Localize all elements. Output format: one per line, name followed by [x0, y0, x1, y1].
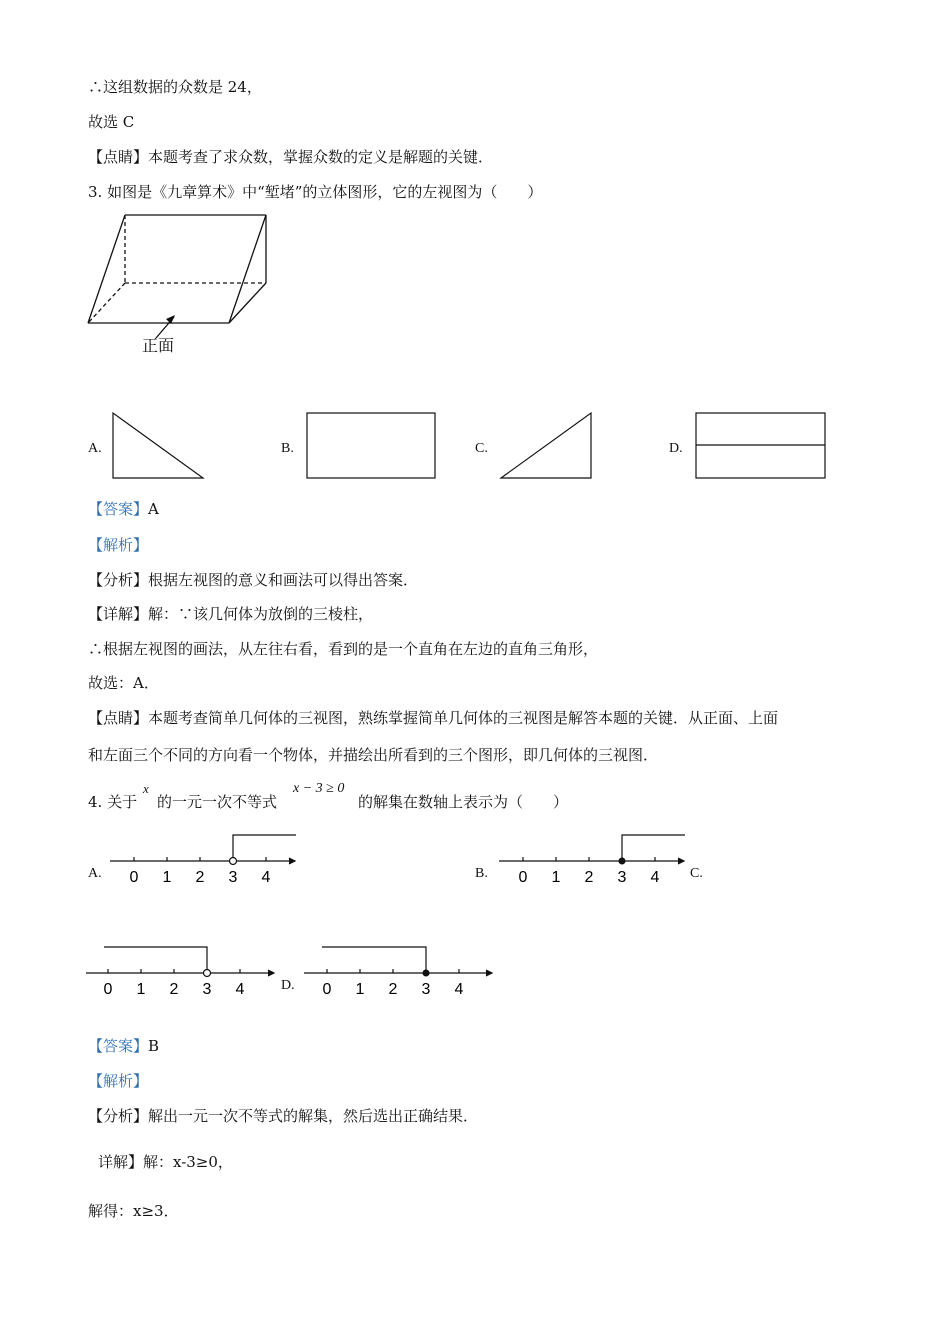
fenxi2-tag: 【分析】 [88, 1107, 149, 1125]
tick-2: 2 [195, 869, 205, 886]
text-line-2: 故选 C [88, 113, 135, 131]
q3-option-a-figure [110, 410, 210, 482]
fenxi-text: 根据左视图的意义和画法可以得出答案． [148, 571, 419, 589]
answer2-value: B [148, 1037, 160, 1055]
tick-0: 0 [322, 981, 332, 998]
q4-option-b-numberline [497, 830, 692, 890]
tick-2: 2 [169, 981, 179, 998]
dianjing-text: 本题考查了求众数，掌握众数的定义是解题的关键． [148, 148, 494, 166]
q3-option-c-figure [498, 410, 598, 482]
question-4-inequality: x − 3 ≥ 0 [293, 781, 345, 796]
dianjing-line-2b: 和左面三个不同的方向看一个物体，并描绘出所看到的三个图形，即几何体的三视图． [88, 746, 659, 764]
xiangjie-text: 解：∵该几何体为放倒的三棱柱， [148, 605, 374, 623]
tick-0: 0 [103, 981, 113, 998]
dianjing-tag: 【点睛】 [88, 148, 149, 166]
text-line-1: ∴这组数据的众数是 24， [88, 78, 262, 96]
reason-line: ∴根据左视图的画法，从左往右看，看到的是一个直角在左边的直角三角形， [88, 640, 599, 658]
tick-4: 4 [235, 981, 245, 998]
q3-option-a-label: A. [88, 441, 102, 456]
question-4-post: 的解集在数轴上表示为（ ） [358, 793, 569, 811]
question-4-mid: 的一元一次不等式 [157, 793, 278, 811]
jiexi2-heading: 【解析】 [88, 1072, 149, 1090]
fenxi-line [88, 571, 418, 589]
q4-option-d-label: D. [281, 978, 295, 993]
tick-3: 3 [421, 981, 431, 998]
fenxi2-line [88, 1107, 478, 1125]
tick-2: 2 [388, 981, 398, 998]
answer-value: A [148, 500, 159, 518]
answer2-tag: 【答案】 [88, 1037, 149, 1055]
answer-tag: 【答案】 [88, 500, 149, 518]
prism-figure [80, 205, 280, 365]
q4-option-d-numberline [302, 942, 502, 1002]
tick-0: 0 [129, 869, 139, 886]
q4-option-c-numberline [84, 942, 284, 1002]
tick-2: 2 [584, 869, 594, 886]
q3-option-c-label: C. [475, 441, 488, 456]
tick-1: 1 [551, 869, 561, 886]
dianjing-line-2a [88, 709, 778, 727]
xiangjie2-line: 详解】解：x-3≥0， [98, 1153, 233, 1171]
q4-option-a-numberline [108, 830, 303, 890]
dianjing-line [88, 148, 493, 166]
answer-line [88, 500, 159, 518]
q4-option-b-label: B. [475, 866, 488, 881]
tick-3: 3 [617, 869, 627, 886]
choose-line: 故选：A． [88, 674, 159, 692]
tick-4: 4 [261, 869, 271, 886]
q3-option-b-figure [304, 410, 440, 482]
fenxi-tag: 【分析】 [88, 571, 149, 589]
question-4-pre: 4. 关于 [88, 793, 138, 811]
tick-4: 4 [650, 869, 660, 886]
q3-option-d-label: D. [669, 441, 683, 456]
tick-1: 1 [136, 981, 146, 998]
jiexi-heading: 【解析】 [88, 536, 149, 554]
tick-1: 1 [355, 981, 365, 998]
q3-option-b-label: B. [281, 441, 294, 456]
dianjing-text-2a: 本题考查简单几何体的三视图，熟练掌握简单几何体的三视图是解答本题的关键．从正面、上面 [148, 709, 779, 727]
tick-3: 3 [228, 869, 238, 886]
question-3: 3. 如图是《九章算术》中“堑堵”的立体图形，它的左视图为（ ） [88, 183, 543, 201]
q4-option-a-label: A. [88, 866, 102, 881]
q4-option-c-label: C. [690, 866, 703, 881]
tick-3: 3 [202, 981, 212, 998]
tick-1: 1 [162, 869, 172, 886]
fenxi2-text: 解出一元一次不等式的解集，然后选出正确结果． [148, 1107, 479, 1125]
front-label: 正面 [142, 338, 175, 355]
question-4-var: x [143, 781, 149, 796]
dianjing-tag-2: 【点睛】 [88, 709, 149, 727]
xiangjie-line [88, 605, 373, 623]
tick-0: 0 [518, 869, 528, 886]
q3-option-d-figure [693, 410, 829, 482]
answer2-line [88, 1037, 159, 1055]
jiede-line: 解得：x≥3． [88, 1202, 179, 1220]
tick-4: 4 [454, 981, 464, 998]
xiangjie-tag: 【详解】 [88, 605, 149, 623]
